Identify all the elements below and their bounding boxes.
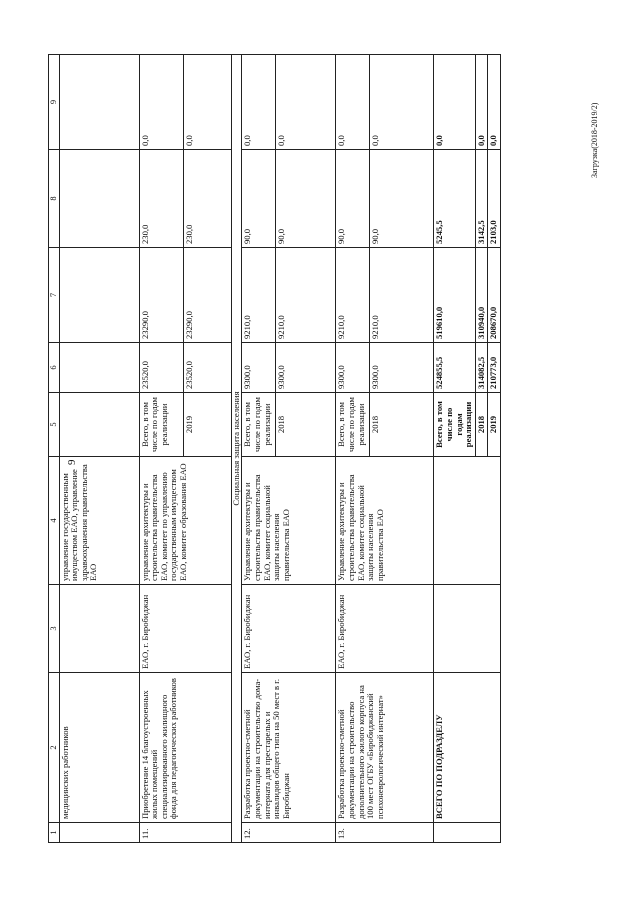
row-place: ЕАО, г. Биробиджан <box>336 585 434 673</box>
continuation-name: медицинских работников <box>59 673 139 823</box>
column-number: 4 <box>49 457 60 585</box>
row-year: 2019 <box>183 393 231 457</box>
column-number: 6 <box>49 343 60 393</box>
section-header <box>231 55 242 843</box>
row-name: Разработка проектно-сметной документации на строительство дополнительного жилого корпуса на 100 мест ОГБУ «Биробиджанский психоневрологический интернат» <box>336 673 434 823</box>
row-year-other: 0,0 <box>276 55 336 150</box>
table-row <box>336 55 370 843</box>
column-number: 8 <box>49 150 60 248</box>
row-period: Всего, в том числе по годам реализации <box>336 393 370 457</box>
totals-other: 0,0 <box>434 55 476 150</box>
row-regional: 230,0 <box>139 150 183 248</box>
totals-total: 524855,5 <box>434 343 476 393</box>
row-other: 0,0 <box>139 55 183 150</box>
row-place: ЕАО, г. Биробиджан <box>242 585 336 673</box>
row-year-total: 9300,0 <box>276 343 336 393</box>
row-other: 0,0 <box>242 55 276 150</box>
row-year-other: 0,0 <box>183 55 231 150</box>
row-year-regional: 230,0 <box>183 150 231 248</box>
row-year-other: 0,0 <box>370 55 434 150</box>
row-executor: Управление архитектуры и строительства правительства ЕАО, комитет социальной защиты населения правительства ЕАО <box>242 457 336 585</box>
totals-year: 2018 <box>475 393 488 457</box>
row-name: Разработка проектно-сметной документации на строительство дома-интерната для престарелых и инвалидов общего типа на 50 мест в г. Биробиджан <box>242 673 336 823</box>
table-row <box>139 55 183 843</box>
row-number: 12. <box>242 823 336 843</box>
footer-code: Загрузка(2018-2019/2) <box>590 102 599 178</box>
budget-table <box>48 54 501 843</box>
row-total: 23520,0 <box>139 343 183 393</box>
row-other: 0,0 <box>336 55 370 150</box>
row-year-regional: 90,0 <box>370 150 434 248</box>
totals-year-federal: 208670,0 <box>488 248 501 343</box>
continuation-executor: управление государственным имуществом ЕАО, управление здравоохранения правительства ЕАО <box>59 457 139 585</box>
column-number-row <box>49 55 60 843</box>
table-row <box>242 55 276 843</box>
row-year-federal: 23290,0 <box>183 248 231 343</box>
totals-period: Всего, в том числе по годам реализации <box>434 393 476 457</box>
row-number: 11. <box>139 823 231 843</box>
totals-year: 2019 <box>488 393 501 457</box>
row-year-regional: 90,0 <box>276 150 336 248</box>
table-row <box>59 55 139 843</box>
row-federal: 9210,0 <box>336 248 370 343</box>
row-year-total: 23520,0 <box>183 343 231 393</box>
row-year-total: 9300,0 <box>370 343 434 393</box>
totals-year-regional: 2103,0 <box>488 150 501 248</box>
row-year-federal: 9210,0 <box>276 248 336 343</box>
totals-year-regional: 3142,5 <box>475 150 488 248</box>
row-year: 2018 <box>276 393 336 457</box>
column-number: 5 <box>49 393 60 457</box>
row-regional: 90,0 <box>242 150 276 248</box>
section-title: Социальная защита населения <box>231 55 242 843</box>
row-year-federal: 9210,0 <box>370 248 434 343</box>
totals-year-other: 0,0 <box>488 55 501 150</box>
totals-year-other: 0,0 <box>475 55 488 150</box>
totals-year-federal: 310940,0 <box>475 248 488 343</box>
row-name: Приобретение 14 благоустроенных жилых помещений специализированного жилищного фонда для педагогических работников <box>139 673 231 823</box>
row-federal: 23290,0 <box>139 248 183 343</box>
totals-regional: 5245,5 <box>434 150 476 248</box>
totals-federal: 519610,0 <box>434 248 476 343</box>
column-number: 9 <box>49 55 60 150</box>
row-total: 9300,0 <box>242 343 276 393</box>
column-number: 3 <box>49 585 60 673</box>
row-number: 13. <box>336 823 434 843</box>
column-number: 2 <box>49 673 60 823</box>
totals-row <box>434 55 476 843</box>
row-place: ЕАО, г. Биробиджан <box>139 585 231 673</box>
totals-label: ВСЕГО ПО ПОДРАЗДЕЛУ <box>434 673 501 823</box>
column-number: 1 <box>49 823 60 843</box>
page-number: 9 <box>66 459 78 465</box>
row-total: 9300,0 <box>336 343 370 393</box>
row-period: Всего, в том числе по годам реализации <box>242 393 276 457</box>
totals-year-total: 314082,5 <box>475 343 488 393</box>
column-number: 7 <box>49 248 60 343</box>
totals-year-total: 210773,0 <box>488 343 501 393</box>
row-year: 2018 <box>370 393 434 457</box>
row-period: Всего, в том числе по годам реализации <box>139 393 183 457</box>
row-executor: Управление архитектуры и строительства правительства ЕАО, комитет социальной защиты населения правительства ЕАО <box>336 457 434 585</box>
row-federal: 9210,0 <box>242 248 276 343</box>
row-regional: 90,0 <box>336 150 370 248</box>
row-executor: управление архитектуры и строительства правительства ЕАО, комитет по управлению государственным имуществом ЕАО, комитет образования ЕАО <box>139 457 231 585</box>
